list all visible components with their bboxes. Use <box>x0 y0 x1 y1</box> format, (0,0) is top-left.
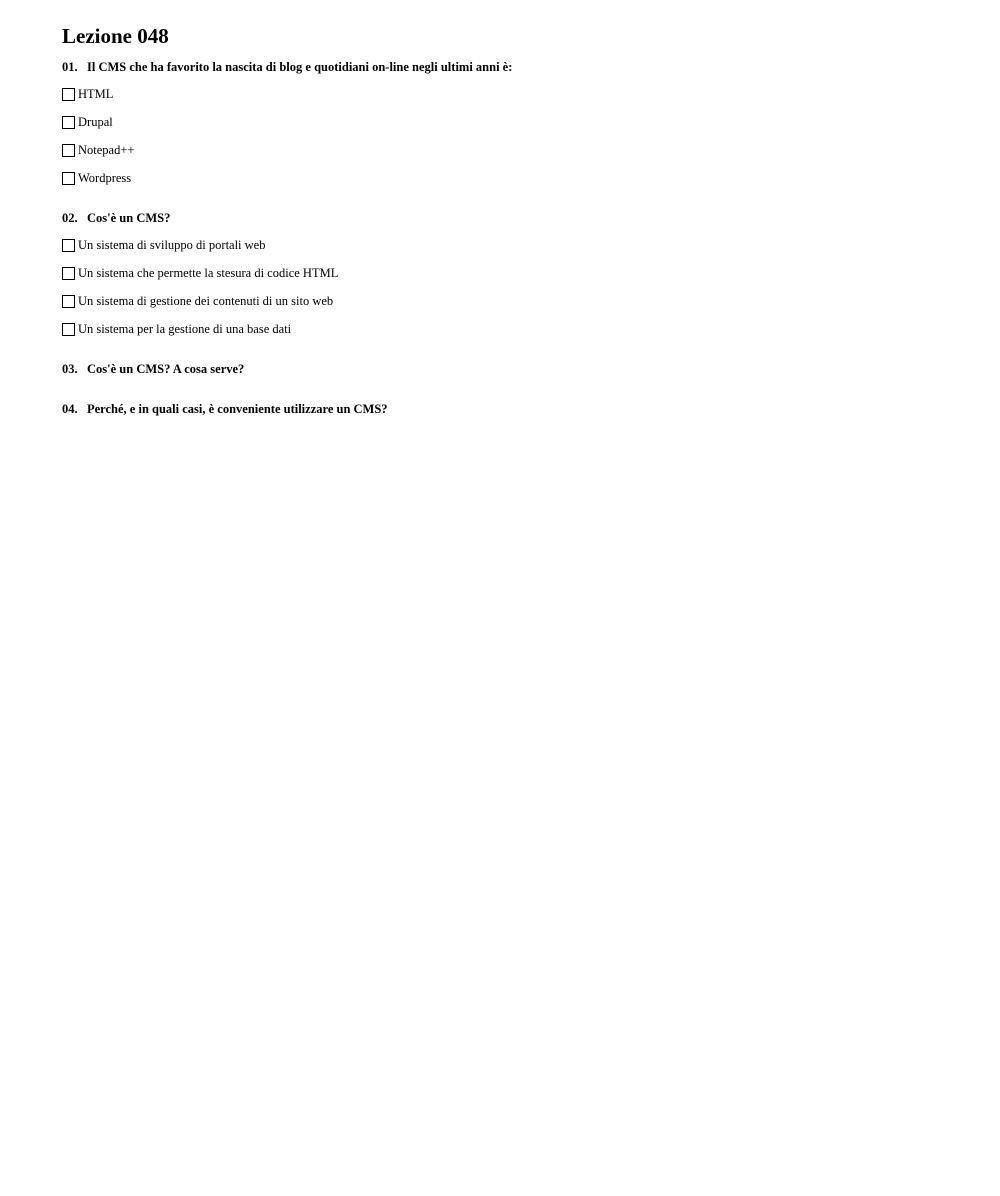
checkbox[interactable] <box>62 267 75 280</box>
option-label: Un sistema di gestione dei contenuti di un sito web <box>78 294 334 308</box>
option-notepad[interactable] <box>62 142 134 158</box>
option-gestione-contenuti[interactable] <box>62 293 333 309</box>
question-text: Cos'è un CMS? <box>87 211 171 225</box>
option-drupal[interactable] <box>62 114 113 130</box>
checkbox[interactable] <box>62 323 75 336</box>
option-label: Un sistema per la gestione di una base dati <box>78 322 292 336</box>
checkbox[interactable] <box>62 88 75 101</box>
question-number: 04. <box>62 402 78 416</box>
checkbox[interactable] <box>62 239 75 252</box>
question-02 <box>62 210 170 226</box>
question-text: Cos'è un CMS? A cosa serve? <box>87 362 245 376</box>
question-03 <box>62 361 244 377</box>
option-label: Wordpress <box>78 171 132 185</box>
option-label: Notepad++ <box>78 143 135 157</box>
question-number: 03. <box>62 362 78 376</box>
checkbox[interactable] <box>62 295 75 308</box>
question-01 <box>62 59 512 75</box>
question-text: Il CMS che ha favorito la nascita di blog e quotidiani on-line negli ultimi anni è: <box>87 60 513 74</box>
option-html[interactable] <box>62 86 113 102</box>
option-base-dati[interactable] <box>62 321 291 337</box>
option-sviluppo-portali[interactable] <box>62 237 265 253</box>
checkbox[interactable] <box>62 172 75 185</box>
checkbox[interactable] <box>62 144 75 157</box>
page-title: Lezione 048 <box>62 24 169 48</box>
option-wordpress[interactable] <box>62 170 131 186</box>
question-text: Perché, e in quali casi, è conveniente utilizzare un CMS? <box>87 402 388 416</box>
question-number: 01. <box>62 60 78 74</box>
question-number: 02. <box>62 211 78 225</box>
option-label: Un sistema di sviluppo di portali web <box>78 238 266 252</box>
option-label: HTML <box>78 87 114 101</box>
option-label: Drupal <box>78 115 113 129</box>
checkbox[interactable] <box>62 116 75 129</box>
option-label: Un sistema che permette la stesura di codice HTML <box>78 266 339 280</box>
option-stesura-html[interactable] <box>62 265 338 281</box>
question-04 <box>62 401 388 417</box>
